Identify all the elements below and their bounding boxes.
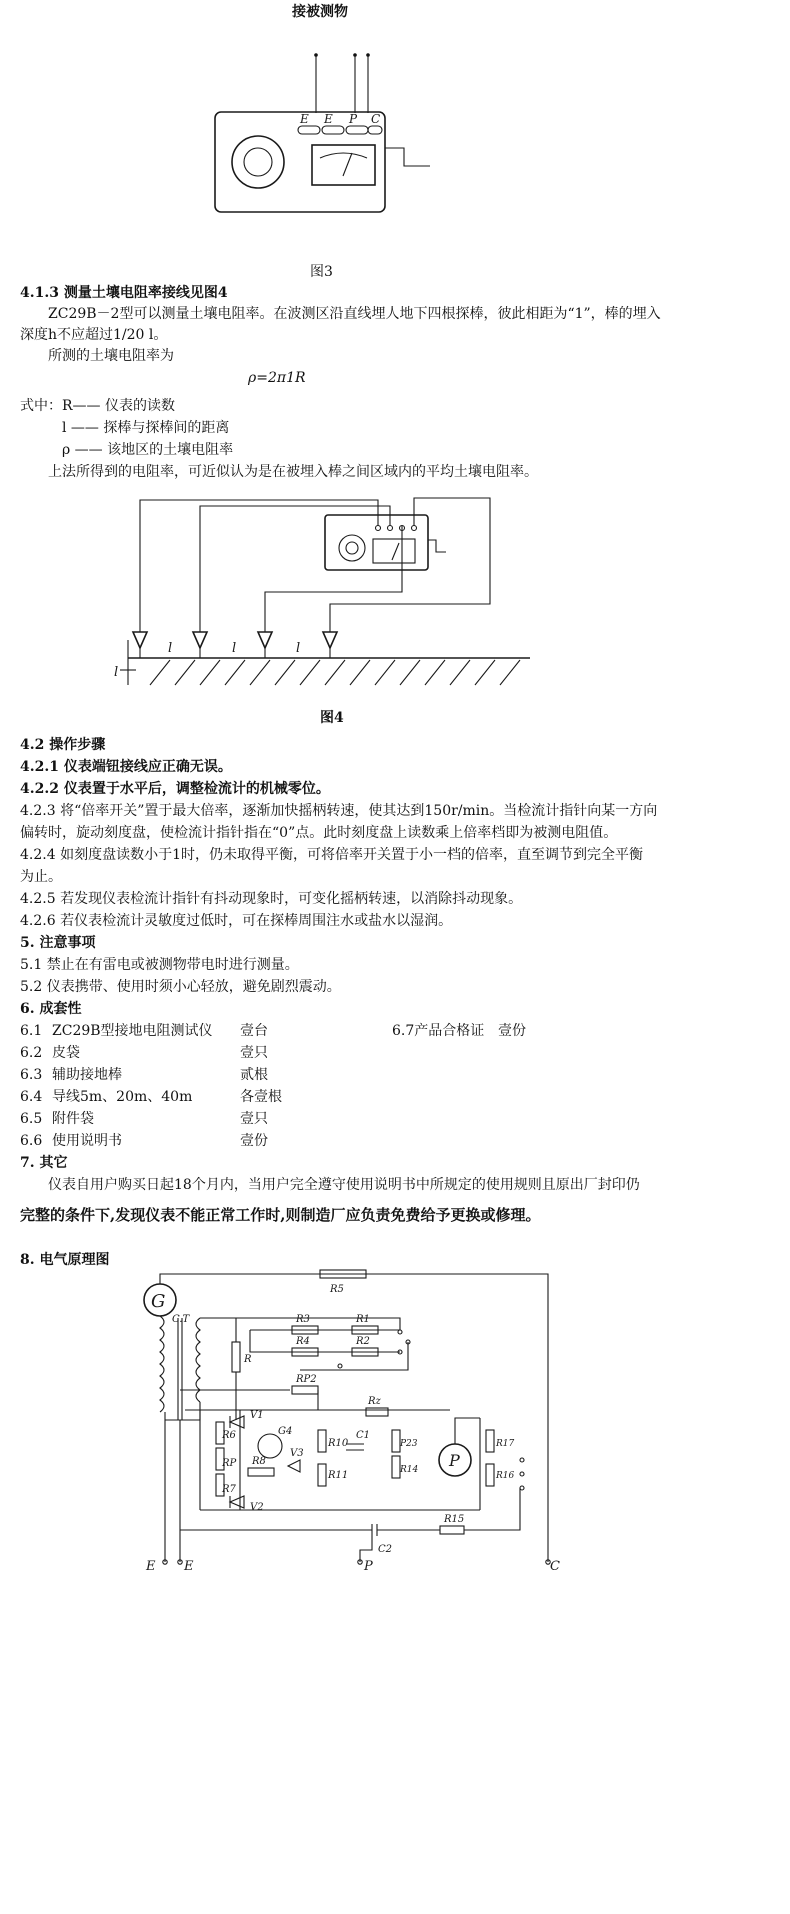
fig4-wiring-diagram [0,480,790,710]
s6-row-qty: 壹只 [240,1111,268,1127]
s42-item1: 4.2.1 仪表端钮接线应正确无误。 [20,759,232,775]
s6-extra-name: 6.7产品合格证 [392,1023,485,1039]
s6-row-name: 辅助接地棒 [52,1067,122,1083]
s42-item3a: 4.2.3 将“倍率开关”置于最大倍率，逐渐加快摇柄转速，使其达到150r/min。当检流计指针向某一方向 [20,803,658,819]
s5-item1: 5.1 禁止在有雷电或被测物带电时进行测量。 [20,957,299,973]
s6-row-no: 6.1 [20,1023,43,1039]
s8-circuit-diagram [0,1270,790,1910]
s413-l-def: l —— 探棒与探棒间的距离 [62,420,230,436]
s42-item6: 4.2.6 若仪表检流计灵敏度过低时，可在探棒周围注水或盐水以湿润。 [20,913,453,929]
label-rz: Rz [368,1396,381,1407]
s6-row-no: 6.5 [20,1111,43,1127]
s413-heading: 4.1.3 测量土壤电阻率接线见图4 [20,285,228,301]
s6-row-qty: 各壹根 [240,1089,282,1105]
s413-where: 式中：R—— 仪表的读数 [20,398,175,414]
label-term-c: C [550,1559,560,1574]
label-g: G [151,1291,166,1312]
label-r: R [244,1354,252,1365]
fig3-term-c: C [371,112,381,126]
s7-line1: 仪表自用户购买日起18个月内，当用户完全遵守使用说明书中所规定的使用规则且原出厂封印仍 [48,1177,640,1193]
label-term-e2: E [184,1559,194,1574]
s413-note: 上法所得到的电阻率，可近似认为是在被埋入棒之间区域内的平均土壤电阻率。 [48,464,538,480]
label-r7: R7 [222,1484,236,1495]
s6-row-qty: 贰根 [240,1067,268,1083]
label-g4: G4 [278,1426,293,1437]
fig4-spacing-2: l [232,641,237,656]
label-r2: R2 [356,1336,370,1347]
s5-heading: 5. 注意事项 [20,935,96,951]
s413-line2: 深度h不应超过1/20 l。 [20,327,168,343]
s42-heading: 4.2 操作步骤 [20,737,106,753]
label-v1: V1 [250,1410,264,1421]
label-p23: P23 [400,1439,418,1449]
fig3-term-e2: E [324,112,333,126]
s5-item2: 5.2 仪表携带、使用时须小心轻放，避免剧烈震动。 [20,979,341,995]
fig3-meter-diagram [0,0,790,260]
s42-item3b: 偏转时，旋动刻度盘，使检流计指针指在“0”点。此时刻度盘上读数乘上倍率档即为被测电阻值。 [20,825,618,841]
fig4-spacing-3: l [296,641,301,656]
fig3-caption: 图3 [310,264,333,280]
label-r3: R3 [296,1314,310,1325]
label-ct: C.T [172,1314,190,1325]
label-r14: R14 [400,1465,419,1475]
s42-item5: 4.2.5 若发现仪表检流计指针有抖动现象时，可变化摇柄转速，以消除抖动现象。 [20,891,523,907]
s6-row-no: 6.4 [20,1089,43,1105]
fig4-spacing-1: l [168,641,173,656]
label-r17: R17 [496,1439,515,1449]
s6-row-name: 皮袋 [52,1045,80,1061]
s413-line1: ZC29B－2型可以测量土壤电阻率。在波测区沿直线埋人地下四根探棒，彼此相距为“1”，棒的埋入 [48,306,661,322]
fig3-term-e1: E [300,112,309,126]
fig4-caption: 图4 [320,710,344,726]
label-p: P [449,1451,460,1470]
s6-row-name: 附件袋 [52,1111,94,1127]
s6-row-qty: 壹份 [240,1133,268,1149]
label-rp2: RP2 [296,1374,317,1385]
label-r15: R15 [444,1514,465,1525]
label-r4: R4 [296,1336,310,1347]
fig3-top-label: 接被测物 [292,4,348,20]
fig3-term-p: P [349,112,358,126]
s6-row-name: 使用说明书 [52,1133,122,1149]
s6-extra-qty: 壹份 [498,1023,526,1039]
s6-row-qty: 壹只 [240,1045,268,1061]
s6-row-no: 6.2 [20,1045,43,1061]
s6-heading: 6. 成套性 [20,1001,82,1017]
label-term-p: P [364,1559,373,1574]
s8-heading: 8. 电气原理图 [20,1252,110,1268]
s42-item2: 4.2.2 仪表置于水平后，调整检流计的机械零位。 [20,781,330,797]
s413-formula: ρ=2π1R [248,370,306,386]
label-v2: V2 [250,1502,264,1513]
label-term-e1: E [146,1559,156,1574]
s413-rho-def: ρ —— 该地区的土壤电阻率 [62,442,234,458]
label-r5: R5 [330,1284,344,1295]
s42-item4b: 为止。 [20,869,62,885]
label-v3: V3 [290,1448,304,1459]
label-r6: R6 [222,1430,236,1441]
s413-measured: 所测的土壤电阻率为 [48,348,174,364]
label-r1: R1 [356,1314,370,1325]
s42-item4a: 4.2.4 如刻度盘读数小于1时，仍未取得平衡，可将倍率开关置于小一档的倍率，直至调节到完全平衡 [20,847,643,863]
label-rp: RP [222,1458,237,1469]
label-r10: R10 [328,1438,349,1449]
label-r8: R8 [252,1456,266,1467]
label-c2: C2 [378,1544,393,1555]
label-r11: R11 [328,1470,349,1481]
s7-heading: 7. 其它 [20,1155,68,1171]
s6-row-qty: 壹台 [240,1023,268,1039]
label-r16: R16 [496,1471,515,1481]
label-c1: C1 [356,1430,371,1441]
s6-row-no: 6.6 [20,1133,43,1149]
s6-row-no: 6.3 [20,1067,43,1083]
s6-row-name: 导线5m、20m、40m [52,1089,193,1105]
fig4-spacing-4: l [114,665,119,680]
s7-line2: 完整的条件下,发现仪表不能正常工作时,则制造厂应负责免费给予更换或修理。 [20,1206,541,1224]
s6-row-name: ZC29B型接地电阻测试仪 [52,1023,213,1039]
